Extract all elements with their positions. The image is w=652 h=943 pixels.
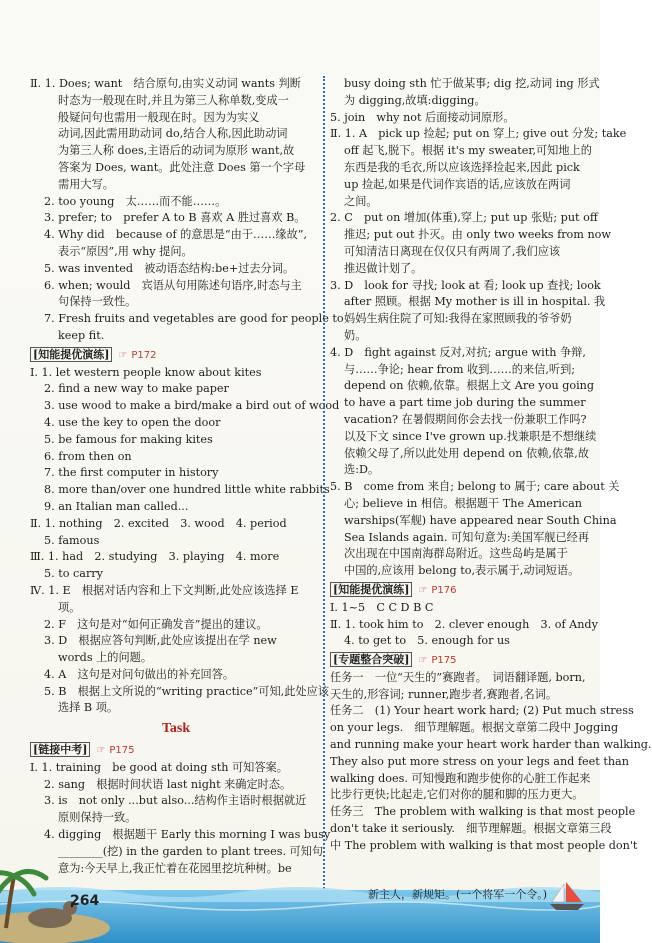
answer-line: 以及下文 since I've grown up.找兼职是不想继续: [344, 429, 597, 443]
answer-line: don't take it seriously. 细节理解题。根据文章第三段: [330, 822, 612, 836]
answer-line: 与……争论; hear from 收到……的来信,听到;: [344, 362, 576, 376]
answer-line: 6. when; would 宾语从句用陈述句语序,时态与主: [44, 278, 302, 292]
answer-line: 2. find a new way to make paper: [44, 382, 229, 396]
answer-line: 4. use the key to open the door: [44, 415, 221, 429]
answer-line: 依赖父母了,所以此处用 depend on 依赖,依靠,故: [344, 446, 590, 460]
answer-line: ________(挖) in the garden to plant trees. 可知句: [58, 844, 324, 858]
answer-line: 表示“原因”,用 why 提问。: [58, 244, 193, 258]
answer-line: after 照顾。根据 My mother is ill in hospital. 我: [344, 295, 606, 309]
answer-line: 9. an Italian man called...: [44, 499, 189, 513]
answer-line: 8. more than/over one hundred little white rabbits: [44, 483, 330, 497]
section-header: [30, 740, 322, 760]
page-reference: P172: [131, 349, 157, 361]
answer-line: warships(军舰) have appeared near South China: [344, 513, 617, 527]
right-column: [330, 76, 652, 855]
answer-line: 推迟; put out 扑灭。由 only two weeks from now: [344, 228, 611, 242]
answer-line: 3. D look for 寻找; look at 看; look up 查找; look: [330, 278, 601, 292]
answer-line: vacation? 在暑假期间你会去找一份兼职工作吗?: [344, 412, 587, 426]
page-reference: P176: [431, 584, 457, 596]
answer-line: Ⅰ. 1. training be good at doing sth 可知答案。: [30, 760, 288, 774]
answer-line: 可知清洁日离现在仅仅只有两周了,我们应该: [344, 244, 561, 258]
section-header: [30, 345, 322, 365]
answer-line: Ⅱ. 1. Does; want 结合原句,由实义动词 wants 判断: [30, 77, 301, 90]
answer-line: 5. B come from 来自; belong to 属于; care about 关: [330, 480, 620, 494]
answer-line: 心; believe in 相信。根据题干 The American: [344, 496, 582, 510]
answer-line: 3. is not only ...but also...结构作主语时根据就近: [44, 794, 307, 808]
answer-line: 2. F 这句是对“如何正确发音”提出的建议。: [44, 617, 268, 631]
answer-line: Ⅱ. 1. A pick up 捡起; put on 穿上; give out 分发; take: [330, 127, 627, 141]
answer-line: 5. be famous for making kites: [44, 432, 213, 446]
footer-slogan: 新主人，新规矩。(一个将军一个令。): [368, 888, 548, 901]
answer-line: 句保持一致性。: [58, 295, 137, 309]
answer-line: 4. to get to 5. enough for us: [344, 634, 510, 648]
answer-line: 中 The problem with walking is that most people don't: [330, 838, 638, 852]
answer-line: 4. digging 根据题干 Early this morning I was busy: [44, 828, 331, 842]
answer-line: 3. prefer; to prefer A to B 喜欢 A 胜过喜欢 B。: [44, 211, 306, 225]
answer-line: 任务二 (1) Your heart work hard; (2) Put much stress: [330, 704, 634, 718]
answer-line: 为第三人称 does,主语后的动词为原形 want,故: [58, 144, 295, 158]
answer-line: 意为:今天早上,我正忙着在花园里挖坑种树。be: [58, 861, 292, 875]
answer-line: up 捡起,如果是代词作宾语的话,应该放在两词: [344, 177, 571, 191]
answer-line: 为 digging,故填:digging。: [344, 93, 486, 107]
answer-line: 4. A 这句是对问句做出的补充回答。: [44, 667, 235, 681]
answer-line: Ⅱ. 1. nothing 2. excited 3. wood 4. period: [30, 516, 287, 530]
answer-line: 比步行更快;比起走,它们对你的腿和脚的压力更大。: [330, 788, 584, 802]
answer-line: 次出现在中国南海群岛附近。这些岛屿是属于: [344, 547, 568, 561]
answer-line: 需用大写。: [58, 177, 114, 191]
answer-line: 4. D fight against 反对,对抗; argue with 争辩,: [330, 345, 586, 359]
answer-line: 5. to carry: [44, 567, 103, 581]
answer-line: 2. too young 太……而不能……。: [44, 194, 227, 208]
section-header: [330, 650, 600, 670]
answer-line: 5. was invented 被动语态结构:be+过去分词。: [44, 261, 295, 275]
answer-line: to have a part time job during the summer: [344, 396, 586, 410]
answer-line: 般疑问句也需用一般现在时。因为为实义: [58, 110, 260, 124]
answer-line: Ⅰ. 1. let western people know about kites: [30, 365, 262, 379]
answer-line: 奶。: [344, 328, 367, 342]
answer-line: Ⅳ. 1. E 根据对话内容和上下文判断,此处应该选择 E: [30, 583, 299, 597]
answer-line: words 上的问题。: [58, 651, 153, 665]
answer-line: 任务三 The problem with walking is that most people: [330, 805, 636, 819]
answer-line: 推迟做计划了。: [344, 261, 423, 275]
answer-line: 5. famous: [44, 533, 100, 547]
answer-line: Sea Islands again. 可知句意为:美国军舰已经再: [344, 530, 590, 544]
page-reference: P175: [431, 655, 457, 667]
answer-line: walking does. 可知慢跑和跑步使你的心脏工作起来: [330, 771, 591, 785]
answer-line: 2. C put on 增加(体重),穿上; put up 张贴; put off: [330, 211, 598, 225]
answer-line: 3. use wood to make a bird/make a bird out of wood: [44, 399, 340, 413]
answer-line: 选择 B 项。: [58, 701, 119, 715]
pointing-hand-icon: ☞: [418, 584, 428, 596]
answer-line: 项。: [58, 600, 81, 614]
answer-line: 任务一 一位“天生的”赛跑者。 词语翻译题, born,: [330, 670, 586, 684]
answer-line: on your legs. 细节理解题。根据文章第二段中 Jogging: [330, 721, 619, 735]
section-title: [专题整合突破]: [330, 652, 412, 667]
answer-line: 中国的,应该用 belong to,表示属于,动词短语。: [344, 564, 580, 578]
answer-line: 5. join why not 后面接动词原形。: [330, 110, 515, 124]
pointing-hand-icon: ☞: [96, 745, 106, 757]
task-heading: Task: [161, 721, 191, 737]
answer-line: Ⅰ. 1~5 C C D B C: [330, 600, 434, 614]
section-title: [知能提优演练]: [30, 347, 112, 362]
answer-line: 7. Fresh fruits and vegetables are good for people to: [44, 312, 344, 326]
answer-line: Ⅱ. 1. took him to 2. clever enough 3. of Andy: [330, 617, 598, 631]
answer-line: They also put more stress on your legs and feet than: [330, 754, 629, 768]
section-title: [链接中考]: [30, 742, 90, 757]
answer-line: 妈妈生病住院了可知:我得在家照顾我的爷爷奶: [344, 312, 572, 326]
page-number: 264: [70, 893, 100, 909]
answer-line: 时态为一般现在时,并且为第三人称单数,变成一: [58, 93, 289, 107]
left-column: [30, 76, 344, 877]
column-divider: [323, 76, 325, 916]
answer-line: 答案为 Does, want。此处注意 Does 第一个字母: [58, 160, 306, 174]
answer-line: 7. the first computer in history: [44, 466, 219, 480]
page-reference: P175: [109, 745, 135, 757]
answer-line: 之间。: [344, 194, 378, 208]
answer-line: 5. B 根据上文所说的“writing practice”可知,此处应该: [44, 684, 329, 698]
pointing-hand-icon: ☞: [118, 349, 128, 361]
answer-line: 天生的,形容词; runner,跑步者,赛跑者,名词。: [330, 687, 558, 701]
answer-line: 东西是我的毛衣,所以应该选择捡起来,因此 pick: [344, 160, 580, 174]
answer-line: keep fit.: [58, 328, 105, 342]
answer-line: and running make your heart work harder than walking.: [330, 738, 652, 752]
answer-line: 原则保持一致。: [58, 811, 137, 825]
answer-line: depend on 依赖,依靠。根据上文 Are you going: [344, 379, 595, 393]
answer-line: 3. D 根据应答句判断,此处应该提出在学 new: [44, 634, 277, 648]
answer-line: busy doing sth 忙于做某事; dig 挖,动词 ing 形式: [344, 77, 600, 90]
answer-line: 选:D。: [344, 463, 380, 477]
section-header: [330, 580, 600, 600]
pointing-hand-icon: ☞: [418, 655, 428, 667]
answer-line: 2. sang 根据时间状语 last night 来确定时态。: [44, 777, 292, 791]
answer-line: off 起飞,脱下。根据 it's my sweater,可知地上的: [344, 144, 592, 158]
answer-line: 6. from then on: [44, 449, 132, 463]
section-title: [知能提优演练]: [330, 582, 412, 597]
answer-line: Ⅲ. 1. had 2. studying 3. playing 4. more: [30, 550, 280, 564]
answer-line: 4. Why did because of 的意思是“由于……缘故”,: [44, 228, 308, 242]
answer-line: 动词,因此需用助动词 do,结合人称,因此助动词: [58, 127, 288, 141]
